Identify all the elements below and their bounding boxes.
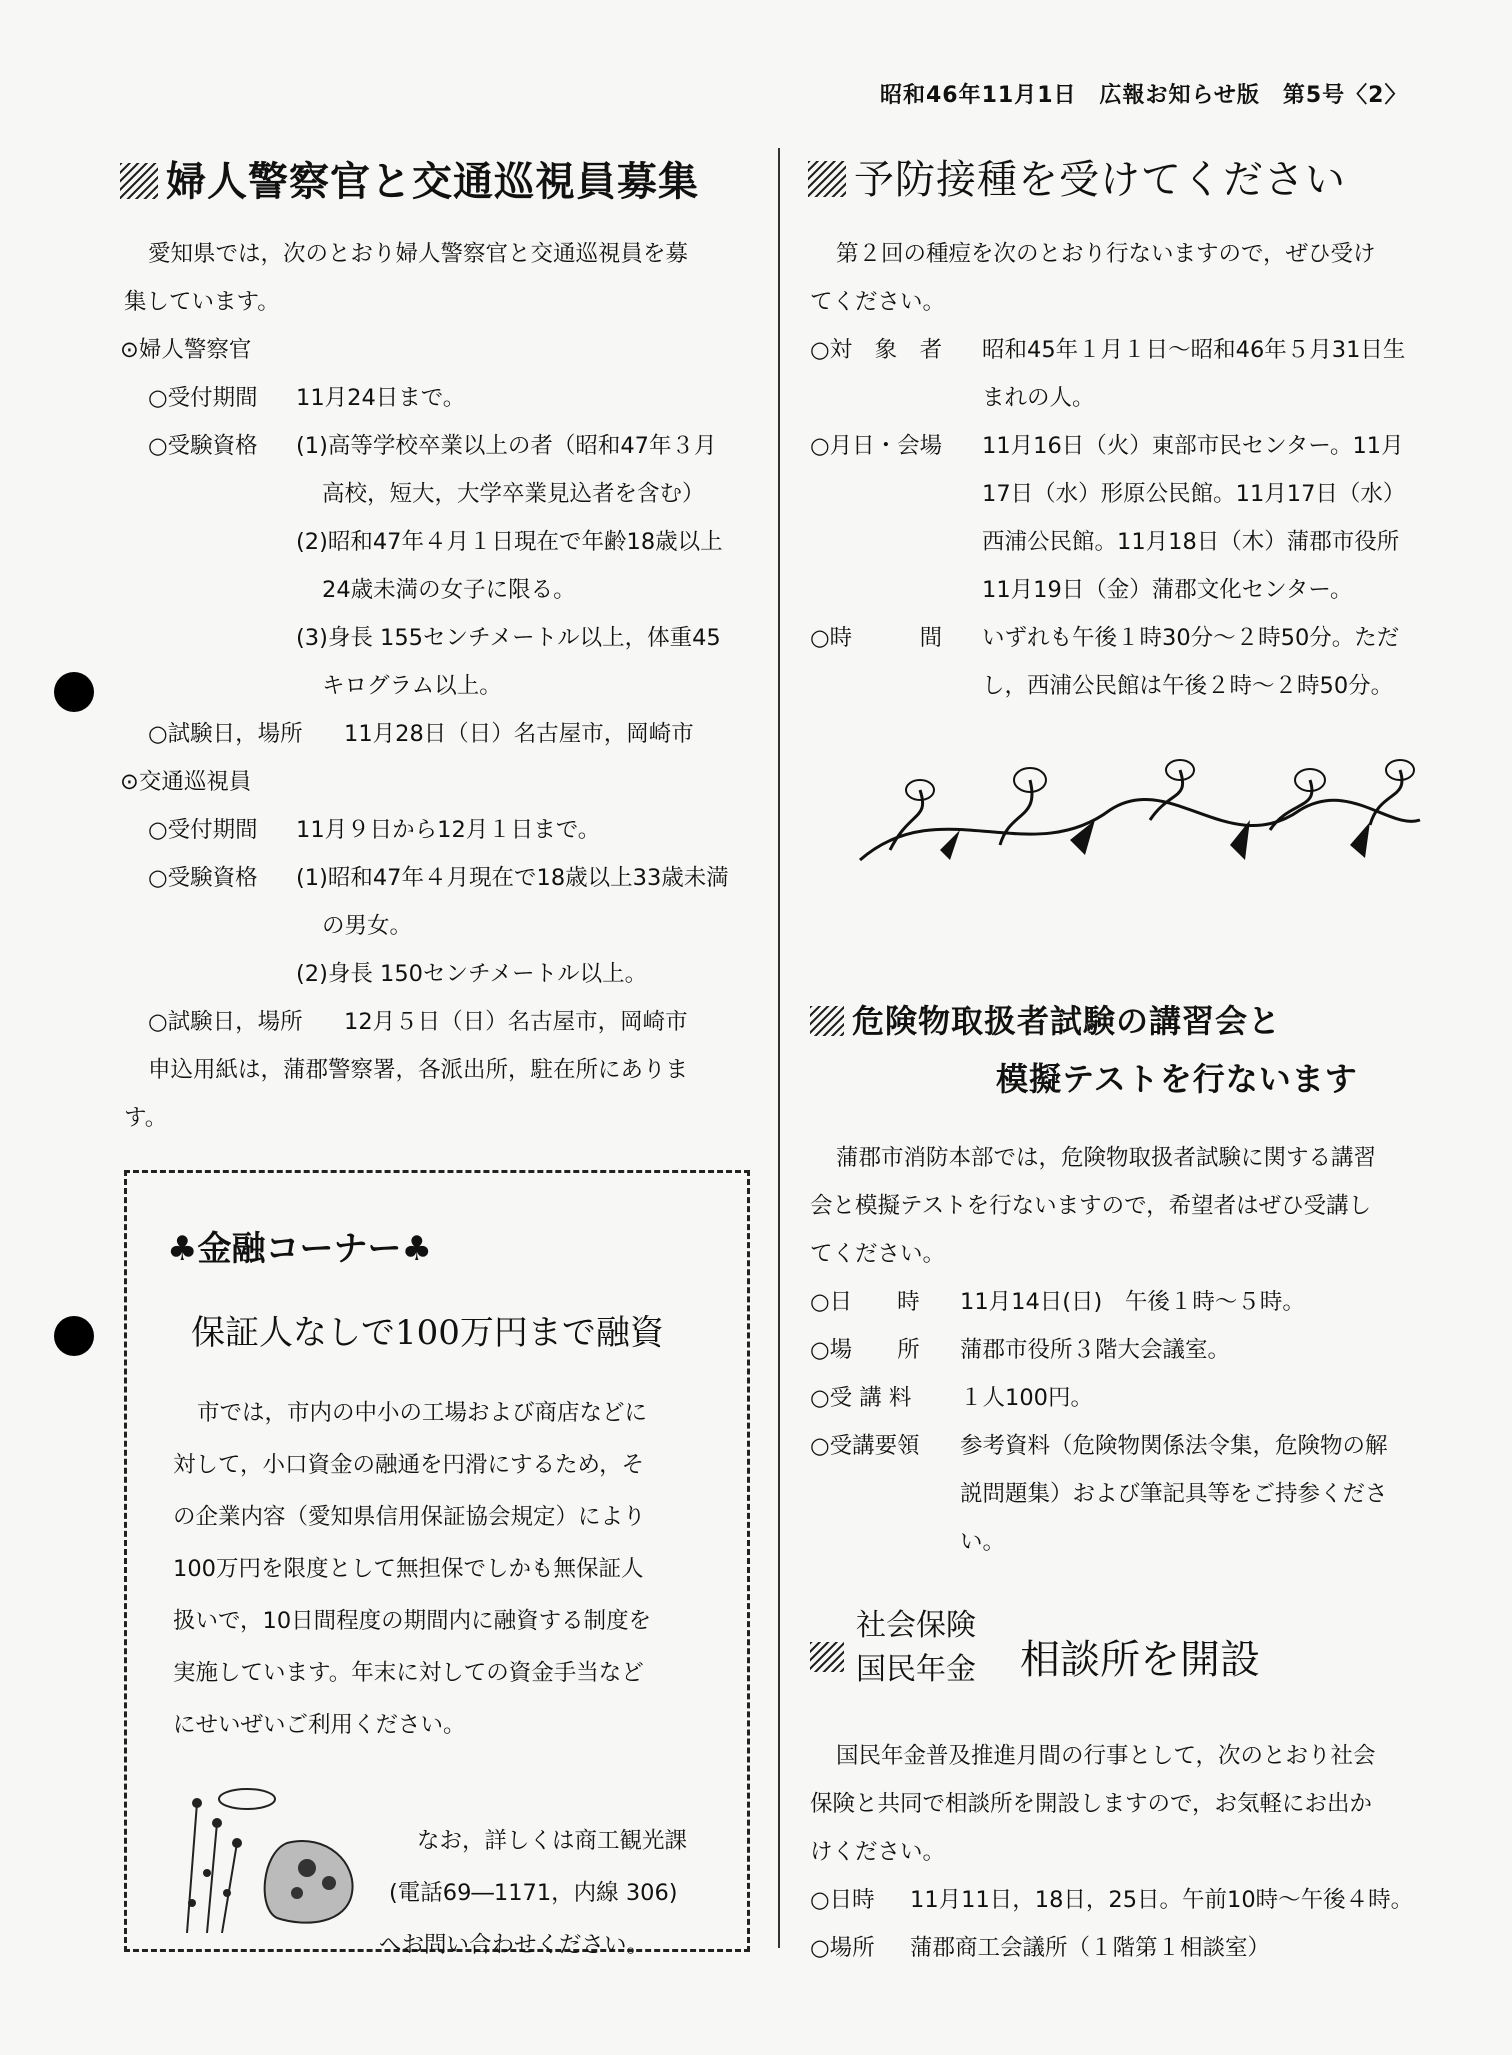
sec2-period: 11月９日から12月１日まで。 xyxy=(296,817,601,843)
finance-subtitle: 保証人なしで100万円まで融資 xyxy=(191,1313,664,1353)
hazmat-intro-1: 蒲郡市消防本部では，危険物取扱者試験に関する講習 xyxy=(836,1145,1377,1171)
club-icon: ♣ xyxy=(401,1229,432,1269)
apply-note-2: す。 xyxy=(124,1105,168,1131)
vaccine-intro-2: てください。 xyxy=(810,289,946,315)
pension-place-label: ○場所 xyxy=(810,1935,875,1961)
sec2-exam: 12月５日（日）名古屋市，岡崎市 xyxy=(344,1009,688,1035)
vaccine-target-2: まれの人。 xyxy=(982,385,1095,411)
hazmat-intro-3: てください。 xyxy=(810,1241,946,1267)
pension-intro-3: けください。 xyxy=(810,1839,946,1865)
finance-text-2: 対して，小口資金の融通を円滑にするため，そ xyxy=(173,1452,645,1478)
sec1-qual-1a: (1)高等学校卒業以上の者（昭和47年３月 xyxy=(296,433,717,459)
decorative-flower-band xyxy=(850,750,1430,880)
finance-corner-box xyxy=(124,1170,750,1958)
pension-title-bottom: 国民年金 xyxy=(856,1652,976,1687)
sec1-qual-3a: (3)身長 155センチメートル以上，体重45 xyxy=(296,625,721,651)
vaccine-target-1: 昭和45年１月１日～昭和46年５月31日生 xyxy=(982,337,1406,363)
contact-text-3: へお問い合わせください。 xyxy=(379,1932,650,1958)
hazmat-intro-2: 会と模擬テストを行ないますので，希望者はぜひ受講し xyxy=(810,1193,1372,1219)
sec2-exam-label: ○試験日，場所 xyxy=(148,1009,303,1035)
police-recruit-title: 婦人警察官と交通巡視員募集 xyxy=(166,159,699,205)
hazmat-heading xyxy=(810,996,1281,1042)
hazmat-fee: １人100円。 xyxy=(960,1385,1093,1411)
sec2-qual-2: (2)身長 150センチメートル以上。 xyxy=(296,961,648,987)
hazmat-heading-2: 模擬テストを行ないます xyxy=(996,1060,1358,1098)
vaccine-venue-2: 17日（水）形原公民館。11月17日（水） xyxy=(982,481,1406,507)
vaccination-title: 予防接種を受けてください xyxy=(854,157,1346,203)
finance-text-7: にせいぜいご利用ください。 xyxy=(173,1712,466,1738)
sec1-qual-3b: キログラム以上。 xyxy=(322,673,502,699)
traffic-patrol-heading: ⊙交通巡視員 xyxy=(120,769,252,795)
hazmat-place-label: ○場 所 xyxy=(810,1337,920,1363)
police-recruit-heading xyxy=(120,150,699,207)
pension-heading xyxy=(810,1606,1450,1696)
hazmat-req-label: ○受講要領 xyxy=(810,1433,920,1459)
sec1-period-label: ○受付期間 xyxy=(148,385,258,411)
vaccine-time-label: ○時 間 xyxy=(810,625,943,651)
finance-corner-title xyxy=(167,1221,432,1270)
sec1-qual-2a: (2)昭和47年４月１日現在で年齢18歳以上 xyxy=(296,529,723,555)
contact-text-2: (電話69―1171，内線 306) xyxy=(389,1880,678,1906)
finance-text-1: 市では，市内の中小の工場および商店などに xyxy=(197,1400,648,1426)
sec2-qual-label: ○受験資格 xyxy=(148,865,258,891)
pension-date: 11月11日，18日，25日。午前10時～午後４時。 xyxy=(910,1887,1414,1913)
vaccine-target-label: ○対 象 者 xyxy=(810,337,943,363)
pension-intro-1: 国民年金普及推進月間の行事として，次のとおり社会 xyxy=(836,1743,1376,1769)
hazmat-req-2: 説問題集）および筆記具等をご持参くださ xyxy=(960,1481,1388,1507)
sec1-qual-label: ○受験資格 xyxy=(148,433,258,459)
hatch-mark-icon xyxy=(120,163,158,199)
column-divider xyxy=(778,148,780,1948)
sec2-qual-1a: (1)昭和47年４月現在で18歳以上33歳未満 xyxy=(296,865,729,891)
sec1-period: 11月24日まで。 xyxy=(296,385,466,411)
masthead: 昭和46年11月1日 広報お知らせ版 第5号〈2〉 xyxy=(880,83,1408,108)
flower-illustration xyxy=(167,1783,367,1933)
hazmat-fee-label: ○受 講 料 xyxy=(810,1385,912,1411)
sec1-qual-1b: 高校，短大，大学卒業見込者を含む） xyxy=(322,481,705,507)
sec2-qual-1b: の男女。 xyxy=(322,913,413,939)
female-officer-heading: ⊙婦人警察官 xyxy=(120,337,252,363)
hatch-mark-icon xyxy=(808,161,846,197)
sec1-exam: 11月28日（日）名古屋市，岡崎市 xyxy=(344,721,694,747)
police-intro-1: 愛知県では，次のとおり婦人警察官と交通巡視員を募 xyxy=(148,241,689,267)
hatch-mark-icon xyxy=(810,1642,844,1672)
vaccine-time-2: し，西浦公民館は午後２時～２時50分。 xyxy=(982,673,1394,699)
finance-title-text: 金融コーナー xyxy=(197,1229,402,1269)
hatch-mark-icon xyxy=(810,1006,844,1036)
pension-title-top: 社会保険 xyxy=(856,1608,976,1643)
pension-date-label: ○日時 xyxy=(810,1887,875,1913)
vaccine-venue-3: 西浦公民館。11月18日（木）蒲郡市役所 xyxy=(982,529,1400,555)
contact-text-1: なお，詳しくは商工観光課 xyxy=(417,1828,688,1854)
finance-text-3: の企業内容（愛知県信用保証協会規定）により xyxy=(173,1504,646,1530)
binder-hole-top xyxy=(54,672,94,712)
finance-text-6: 実施しています。年末に対しての資金手当など xyxy=(173,1660,644,1686)
police-intro-2: 集しています。 xyxy=(124,289,280,315)
sec1-qual-2b: 24歳未満の女子に限る。 xyxy=(322,577,576,603)
vaccine-time-1: いずれも午後１時30分～２時50分。ただ xyxy=(982,625,1400,651)
hazmat-date-label: ○日 時 xyxy=(810,1289,920,1315)
vaccination-heading xyxy=(808,148,1346,205)
vaccine-venue-1: 11月16日（火）東部市民センター。11月 xyxy=(982,433,1404,459)
sec2-period-label: ○受付期間 xyxy=(148,817,258,843)
vaccine-venue-label: ○月日・会場 xyxy=(810,433,943,459)
hazmat-date: 11月14日(日) 午後１時～５時。 xyxy=(960,1289,1305,1315)
hazmat-req-1: 参考資料（危険物関係法令集，危険物の解 xyxy=(960,1433,1388,1459)
hazmat-req-3: い。 xyxy=(960,1529,1006,1555)
club-icon: ♣ xyxy=(167,1229,198,1269)
pension-place: 蒲郡商工会議所（１階第１相談室） xyxy=(910,1935,1271,1961)
vaccine-intro-1: 第２回の種痘を次のとおり行ないますので，ぜひ受け xyxy=(836,241,1376,267)
sec1-exam-label: ○試験日，場所 xyxy=(148,721,303,747)
apply-note-1: 申込用紙は，蒲郡警察署，各派出所，駐在所にありま xyxy=(148,1057,689,1083)
vaccine-venue-4: 11月19日（金）蒲郡文化センター。 xyxy=(982,577,1353,603)
finance-text-4: 100万円を限度として無担保でしかも無保証人 xyxy=(173,1556,644,1582)
binder-hole-bottom xyxy=(54,1316,94,1356)
pension-title-main: 相談所を開設 xyxy=(1020,1637,1260,1683)
finance-text-5: 扱いで，10日間程度の期間内に融資する制度を xyxy=(173,1608,652,1634)
hazmat-place: 蒲郡市役所３階大会議室。 xyxy=(960,1337,1231,1363)
pension-intro-2: 保険と共同で相談所を開設しますので，お気軽にお出か xyxy=(810,1791,1373,1817)
hazmat-title-1: 危険物取扱者試験の講習会と xyxy=(852,1002,1282,1040)
